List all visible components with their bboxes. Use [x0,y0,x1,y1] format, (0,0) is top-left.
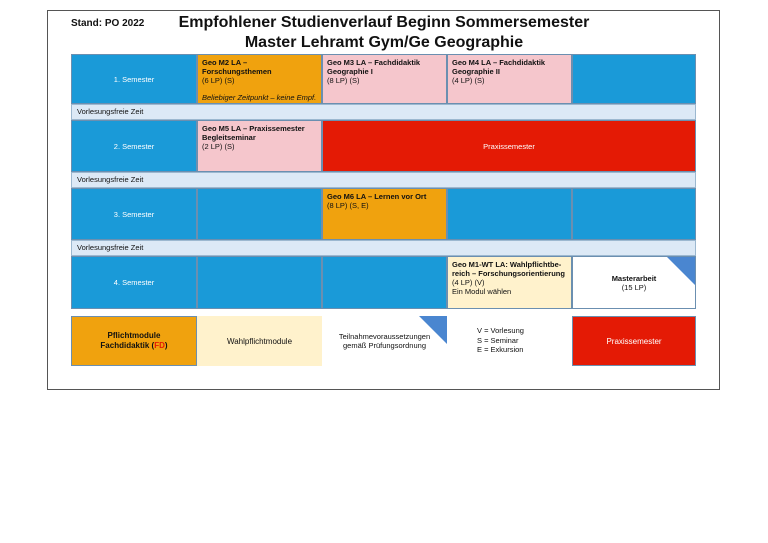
module-title: Geo M3 LA – Fachdidaktik Geographie I [327,58,421,76]
legend-label-fd [100,341,167,351]
legend-abbr: S = Seminar [477,335,519,345]
legend-label: Teilnahmevoraussetzungen [338,332,431,341]
prerequisite-corner-icon [419,316,447,344]
pause-row-1 [71,104,696,120]
legend-wahlpflicht [197,316,322,366]
legend-text-fd: FD [154,341,165,350]
module-title: Geo M4 LA – Fachdidaktik Geographie II [452,58,546,76]
prerequisite-corner-icon [667,257,695,285]
legend-label: Pflichtmodule [107,331,161,340]
semester-label-1 [71,54,197,104]
module-credits: (4 LP) (S) [452,76,485,85]
module-note: Beliebiger Zeitpunkt – keine Empf. [202,93,317,102]
legend-praxissemester [572,316,696,366]
semester-label-text: 2. Semester [113,141,155,151]
module-title: Masterarbeit [611,273,657,283]
module-credits: (6 LP) (S) [202,76,235,85]
legend-label: Wahlpflichtmodule [226,336,293,346]
legend-text: Fachdidaktik ( [100,341,155,350]
legend-label: gemäß Prüfungsordnung [343,341,426,350]
semester-label-4 [71,256,197,309]
pause-label: Vorlesungsfreie Zeit [77,107,144,116]
module-credits: (2 LP) (S) [202,142,235,151]
module-note: Ein Modul wählen [452,287,512,296]
pause-label: Vorlesungsfreie Zeit [77,243,144,252]
legend-text: ) [164,341,168,350]
empty-slot [197,188,322,240]
page-title: Empfohlener Studienverlauf Beginn Sommersemester [178,14,590,31]
module-title: Geo M2 LA – Forschungsthemen [202,58,272,76]
module-geo-m6 [322,188,447,240]
legend-teilnahmevoraussetzungen [322,316,447,366]
module-geo-m5 [197,120,322,172]
module-title: Geo M6 LA – Lernen vor Ort [327,192,427,201]
empty-slot [322,256,447,309]
module-credits: (4 LP) (V) [452,278,485,287]
version-stamp: Stand: PO 2022 [71,18,145,29]
module-geo-m4 [447,54,572,104]
empty-slot [572,188,696,240]
pause-row-2 [71,172,696,188]
module-credits: (8 LP) (S, E) [327,201,369,210]
page-subtitle: Master Lehramt Gym/Ge Geographie [244,34,524,51]
semester-label-text: 3. Semester [113,209,155,219]
module-title: Geo M1-WT LA: Wahlpflichtbe-reich – Forschungsorientierung [452,260,565,278]
empty-slot [447,188,572,240]
module-credits: (8 LP) (S) [327,76,360,85]
module-geo-m3 [322,54,447,104]
pause-label: Vorlesungsfreie Zeit [77,175,144,184]
legend-pflichtmodule [71,316,197,366]
pause-row-3 [71,240,696,256]
module-title: Praxissemester [483,141,535,151]
semester-label-text: 1. Semester [113,74,155,84]
empty-slot [572,54,696,104]
module-credits: (15 LP) [621,282,647,292]
module-praxissemester [322,120,696,172]
empty-slot [197,256,322,309]
module-masterarbeit [572,256,696,309]
semester-label-2 [71,120,197,172]
legend-abbr: E = Exkursion [477,345,524,354]
legend-abbr: V = Vorlesung [477,326,524,335]
semester-label-text: 4. Semester [113,278,155,287]
module-geo-m2 [197,54,322,104]
legend-label: Praxissemester [606,336,662,346]
module-title: Geo M5 LA – Praxissemester Begleitseminar [202,124,305,142]
module-geo-m1-wt [447,256,572,309]
legend-abbreviations [447,316,572,366]
semester-label-3 [71,188,197,240]
